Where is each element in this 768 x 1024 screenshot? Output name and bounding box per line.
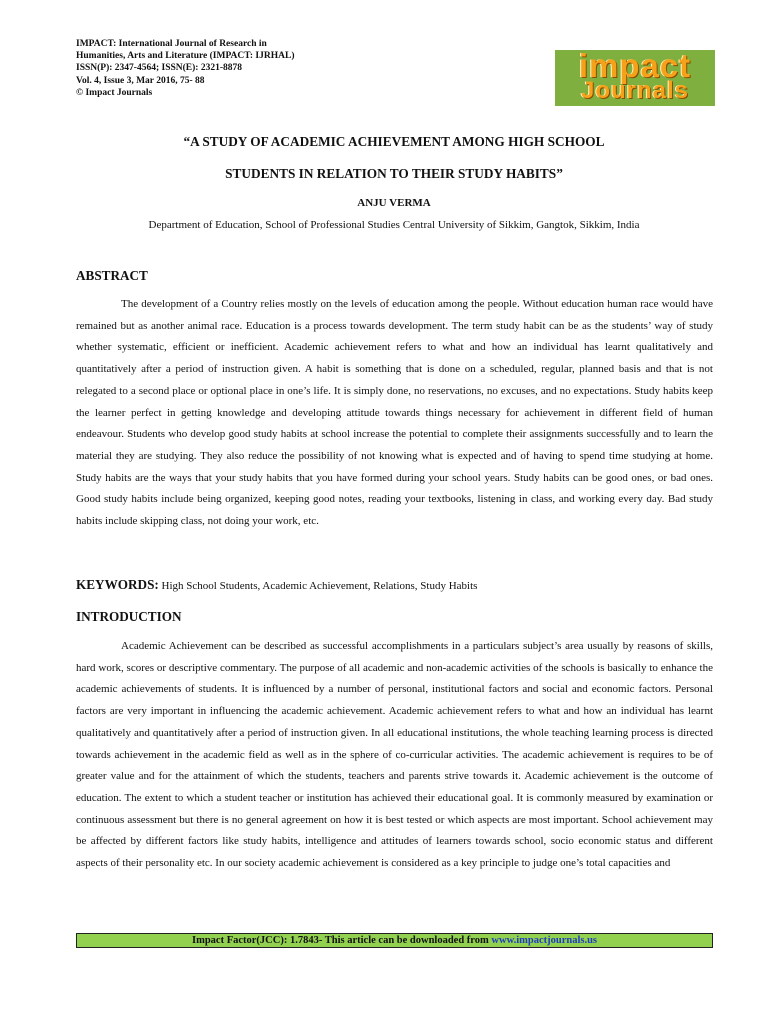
author-name: ANJU VERMA: [357, 197, 431, 209]
author-affiliation: Department of Education, School of Professional Studies Central University of Sikkim, Gangtok, Sikkim, India: [148, 219, 640, 231]
keywords-line: [76, 577, 713, 593]
journal-name-line: IMPACT: International Journal of Research in: [76, 39, 267, 49]
abstract-body: The development of a Country relies mostly on the levels of education among the people. Without education human race would have remained but as another animal race. Education is a process towards development. The term study habit can be as the students’ way of study whether systematic, efficient or inefficient. Academic achievement refers to what and how an individual has learnt qualitatively and quantitatively after a period of instruction given. A habit is something that is done on a scheduled, regular, planned basis and that is not relegated to a second place or optional place in one’s life. It is simply done, no reservations, no excuses, and no expectations. Study habits keep the learner perfect in getting knowledge and developing attitude towards things necessary for achievement in different field of human endeavour. Students who develop good study habits at school increase the potential to complete their assignments successfully and to learn the material they are studying. They also reduce the possibility of not knowing what is expected and of having to spend time studying at home. Study habits are the ways that your study habits that you have formed during your school years. Study habits can be good ones, or bad ones. Good study habits include being organized, keeping good notes, reading your textbooks, listening in class, and working every day. Bad study habits include skipping class, not doing your work, etc.: [76, 298, 713, 528]
article-title-line-2: STUDENTS IN RELATION TO THEIR STUDY HABITS”: [225, 166, 563, 181]
impact-journals-logo: [555, 50, 715, 106]
introduction-heading: INTRODUCTION: [76, 609, 182, 624]
introduction-body: Academic Achievement can be described as successful accomplishments in a particulars subject’s area usually by reasons of skills, hard work, scores or descriptive commentary. The purpose of all academic and non-academic activities of the schools is basically to enhance the academic achievements of students. It is influenced by a number of personal, institutional factors and social and economic factors. Personal factors are very important in influencing the academic achievement. Academic achievement refers to what and how an individual has learnt qualitatively and quantitatively after a period of instruction given. In all educational institutions, the whole teaching learning process is directed towards achievement in the academic field as well as in the sphere of co-curricular activities. The academic achievement is requires to be of greater value and for the attainment of which the students, teachers and parents strive towards it. Academic achievement is the outcome of education. The extent to which a student teacher or institution has achieved their educational goal. It is commonly measured by examination or continuous assessment but there is no general agreement on how it is best tested or which aspects are most important. School achievement may be affected by different factors like study habits, intelligence and attitudes of learners towards school, socio economic status and different aspects of their personality etc. In our society academic achievement is considered as a key principle to judge one’s total capacities and: [76, 640, 713, 870]
logo-text-top: impact: [578, 50, 692, 84]
keywords-label: KEYWORDS:: [76, 577, 159, 592]
volume-line: Vol. 4, Issue 3, Mar 2016, 75- 88: [76, 75, 205, 86]
issn-line: ISSN(P): 2347-4564; ISSN(E): 2321-8878: [76, 63, 242, 74]
footer-link[interactable]: www.impactjournals.us: [491, 935, 598, 946]
footer-text: Impact Factor(JCC): 1.7843- This article can be downloaded from: [191, 935, 492, 946]
footer-banner: [76, 933, 713, 948]
copyright-line: © Impact Journals: [76, 87, 153, 98]
logo-text-bottom: Journals: [580, 77, 690, 104]
journal-name-line: Humanities, Arts and Literature (IMPACT: IJRHAL): [76, 51, 295, 62]
article-title-line-1: “A STUDY OF ACADEMIC ACHIEVEMENT AMONG HIGH SCHOOL: [183, 134, 605, 149]
keywords-text: High School Students, Academic Achievement, Relations, Study Habits: [158, 580, 478, 592]
abstract-heading: ABSTRACT: [76, 268, 148, 283]
journal-info: [76, 38, 406, 99]
